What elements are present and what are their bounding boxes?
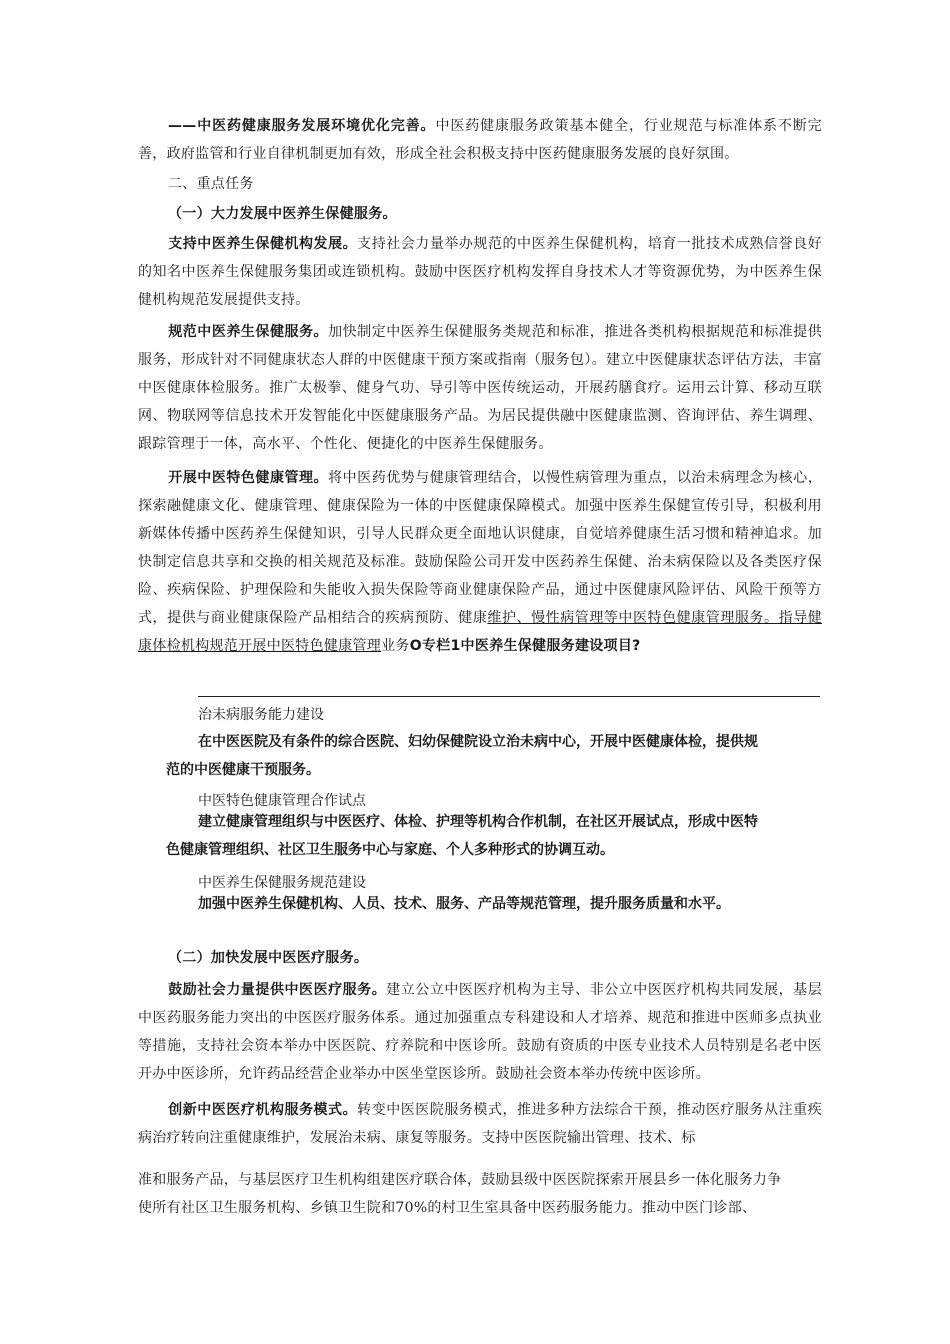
paragraph-env-lead: ——中医药健康服务发展环境优化完善。 xyxy=(168,118,436,134)
box-item-title-1: 治未病服务能力建设 xyxy=(198,707,324,723)
paragraph-social-text: 建立公立中医医疗机构为主导、非公立中医医疗机构共同发展，基层中医药服务能力突出的中医医疗服务体系。通过加强重点专科建设和人才培养、规范和推进中医师多点执业等措施，支持社会资本举办中医医院、疗养院和中医诊所。鼓励有资质的中医专业技术人员特别是名老中医开办中医诊所，允许药品经营企业举办中医坐堂医诊所。鼓励社会资本举办传统中医诊所。 xyxy=(138,982,822,1082)
paragraph-innov-lead: 创新中医医疗机构服务模式。 xyxy=(168,1102,358,1118)
paragraph-manage-text: 将中医药优势与健康管理结合，以慢性病管理为重点，以治未病理念为核心，探索融健康文化、健康管理、健康保险为一体的中医健康保障模式。加强中医养生保健宣传引导，积极利用新媒体传播中医药养生保健知识，引导人民群众更全面地认识健康，自觉培养健康生活习惯和精神追求。加快制定信息共享和交换的相关规范及标准。鼓励保险公司开发中医药养生保健、治未病保险以及各类医疗保险、疾病保险、护理保险和失能收入损失保险等商业健康保险产品，通过中医健康风险评估、风险干预等方式，提供与商业健康保险产品相结合的疾病预防、健康 xyxy=(138,470,822,626)
paragraph-manage-underlined: 维护、慢性病管理等中医特色健康管理服务。指导健康体检机构规范开展中医特色健康管理 xyxy=(138,610,822,654)
paragraph-norm-text: 加快制定中医养生保健服务类规范和标准，推进各类机构根据规范和标准提供服务，形成针对不同健康状态人群的中医健康干预方案或指南（服务包）。建立中医健康状态评估方法，丰富中医健康体检服务。推广太极拳、健身气功、导引等中医传统运动，开展药膳食疗。运用云计算、移动互联网、物联网等信息技术开发智能化中医健康服务产品。为居民提供融中医健康监测、咨询评估、养生调理、跟踪管理于一体，高水平、个性化、便捷化的中医养生保健服务。 xyxy=(138,324,822,452)
subsection-title-1: （一）大力发展中医养生保健服务。 xyxy=(168,206,397,222)
box-top-rule xyxy=(198,696,820,697)
paragraph-social-lead: 鼓励社会力量提供中医医疗服务。 xyxy=(168,982,387,998)
paragraph-support-text: 支持社会力量举办规范的中医养生保健机构，培育一批技术成熟信誉良好的知名中医养生保健服务集团或连锁机构。鼓励中医医疗机构发挥自身技术人才等资源优势，为中医养生保健机构规范发展提供支持。 xyxy=(138,236,822,308)
paragraph-innov xyxy=(138,1096,822,1152)
paragraph-cont-2: 使所有社区卫生服务机构、乡镇卫生院和70%的村卫生室具备中医药服务能力。推动中医门诊部、 xyxy=(138,1200,757,1216)
box-item-title-3: 中医养生保健服务规范建设 xyxy=(198,875,366,891)
paragraph-innov-text: 转变中医医院服务模式，推进多种方法综合干预，推动医疗服务从注重疾病治疗转向注重健康维护，发展治未病、康复等服务。支持中医医院输出管理、技术、标 xyxy=(138,1102,822,1146)
paragraph-env-text: 中医药健康服务政策基本健全，行业规范与标准体系不断完善，政府监管和行业自律机制更加有效，形成全社会积极支持中医药健康服务发展的良好氛围。 xyxy=(138,118,822,162)
section-title: 二、重点任务 xyxy=(168,176,254,192)
paragraph-support xyxy=(138,230,822,314)
paragraph-env xyxy=(138,112,822,168)
paragraph-social xyxy=(138,976,822,1088)
paragraph-manage xyxy=(138,464,822,660)
box-item-title-2: 中医特色健康管理合作试点 xyxy=(198,793,366,809)
paragraph-manage-lead: 开展中医特色健康管理。 xyxy=(168,470,329,486)
box-item-text-3: 加强中医养生保健机构、人员、技术、服务、产品等规范管理，提升服务质量和水平。 xyxy=(198,896,730,912)
column-box-label: O专栏1中医养生保健服务建设项目? xyxy=(409,638,641,654)
paragraph-support-lead: 支持中医养生保健机构发展。 xyxy=(168,236,358,252)
subsection-title-2: （二）加快发展中医医疗服务。 xyxy=(168,950,369,966)
box-item-text-1: 在中医医院及有条件的综合医院、妇幼保健院设立治未病中心，开展中医健康体检，提供规范的中医健康干预服务。 xyxy=(166,734,758,778)
paragraph-norm xyxy=(138,318,822,458)
box-item-text-2: 建立健康管理组织与中医医疗、体检、护理等机构合作机制，在社区开展试点，形成中医特色健康管理组织、社区卫生服务中心与家庭、个人多种形式的协调互动。 xyxy=(166,814,758,858)
paragraph-cont-1: 准和服务产品，与基层医疗卫生机构组建医疗联合体，鼓励县级中医医院探索开展县乡一体化服务力争 xyxy=(138,1172,782,1188)
paragraph-norm-lead: 规范中医养生保健服务。 xyxy=(168,324,329,340)
subsection-heading-1 xyxy=(138,200,822,228)
subsection-heading-2 xyxy=(138,944,822,972)
paragraph-manage-tail: 业务 xyxy=(381,638,410,654)
section-heading xyxy=(138,170,822,198)
